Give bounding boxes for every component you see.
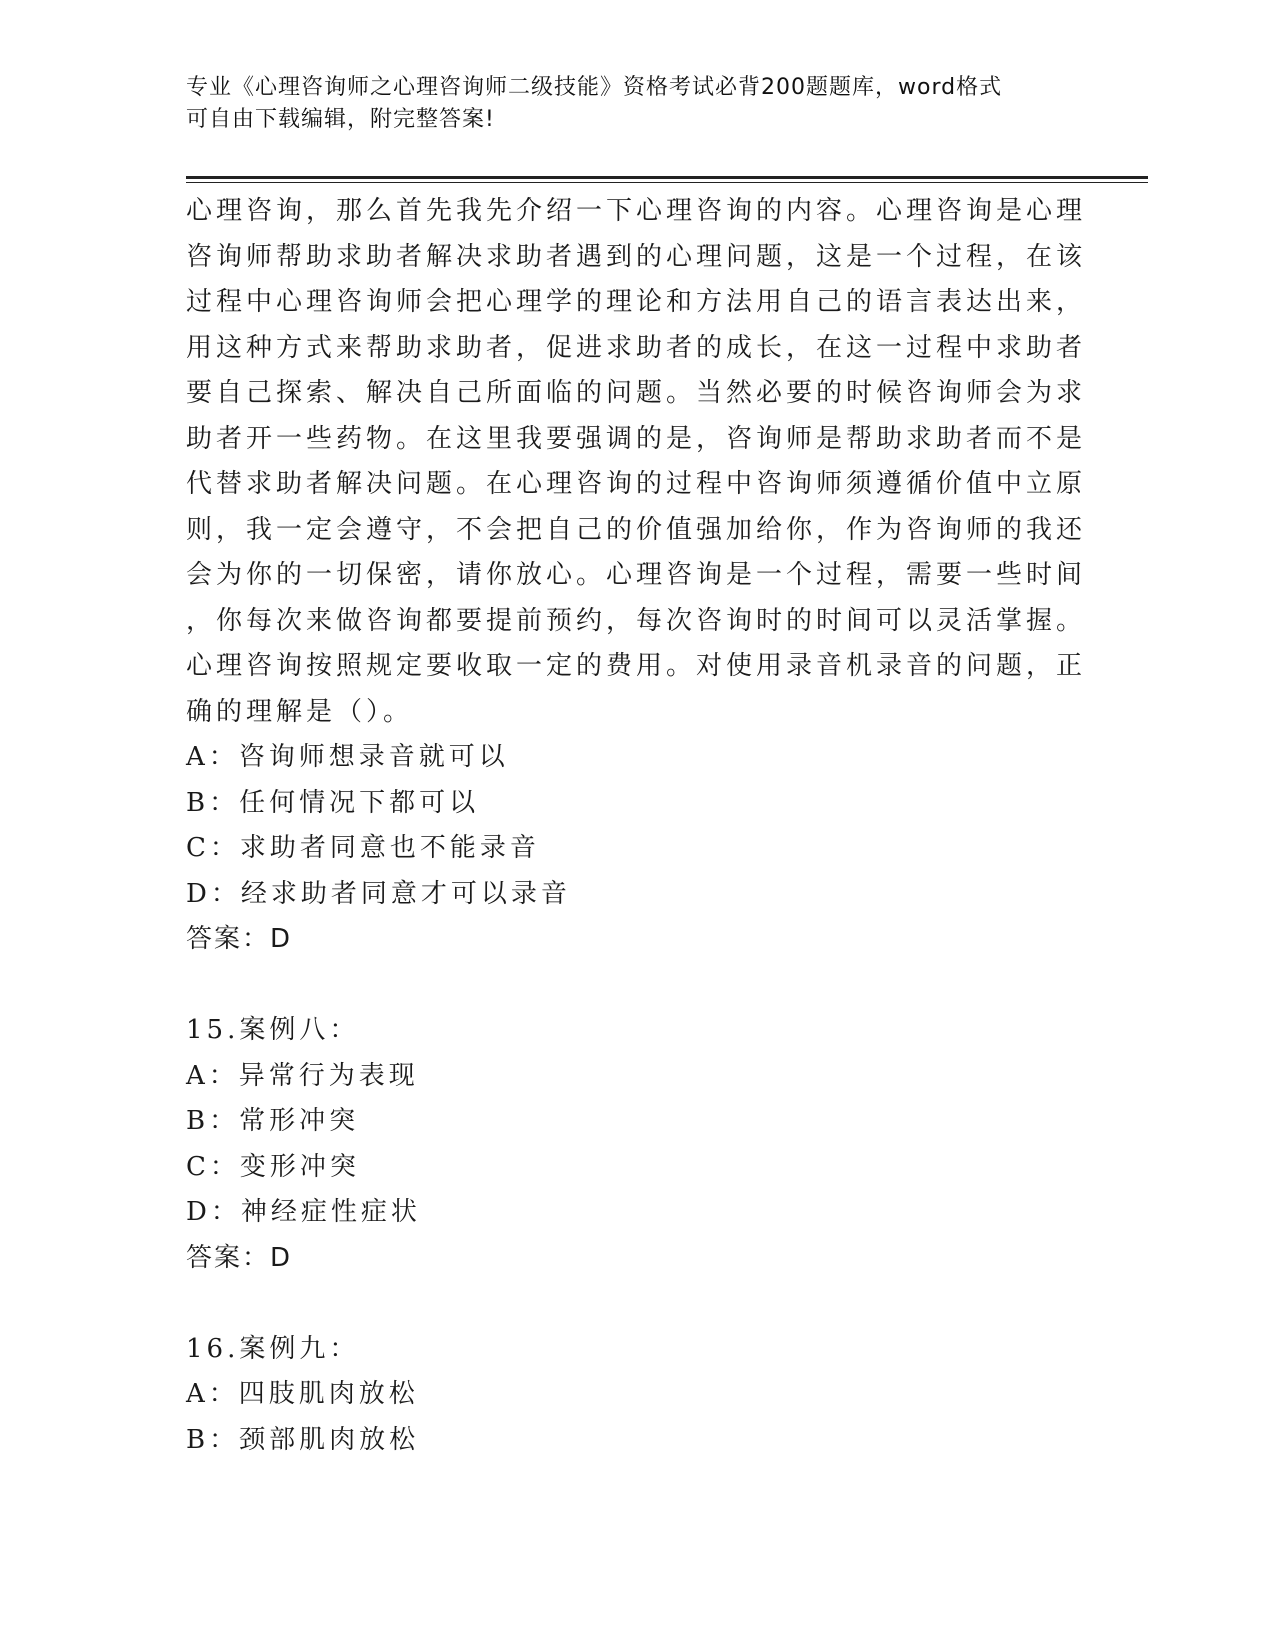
question-stem-line: 心理咨询，那么首先我先介绍一下心理咨询的内容。心理咨询是心理 (186, 196, 1087, 226)
question-title: 16.案例九： (186, 1333, 360, 1364)
spacer (186, 1281, 1086, 1327)
question-stem-line: 代替求助者解决问题。在心理咨询的过程中咨询师须遵循价值中立原 (186, 469, 1087, 499)
spacer (186, 963, 1086, 1009)
question-stem-line: 要自己探索、解决自己所面临的问题。当然必要的时候咨询师会为求 (186, 378, 1087, 408)
header-divider-thick (186, 176, 1148, 179)
option-c: C：求助者同意也不能录音 (186, 833, 540, 863)
answer-line: 答案：D (186, 924, 293, 954)
header-title-line-2: 可自由下载编辑，附完整答案! (186, 107, 495, 132)
question-15 (186, 1008, 1086, 1281)
question-14 (186, 189, 1086, 963)
option-a: A：异常行为表现 (186, 1060, 419, 1091)
option-b: B：常形冲突 (186, 1106, 360, 1136)
option-b: B：颈部肌肉放松 (186, 1424, 420, 1455)
question-stem-line: 过程中心理咨询师会把心理学的理论和方法用自己的语言表达出来， (186, 287, 1087, 317)
answer-line: 答案：D (186, 1242, 293, 1273)
question-stem-line: 咨询师帮助求助者解决求助者遇到的心理问题，这是一个过程，在该 (186, 241, 1087, 272)
question-stem-line: 会为你的一切保密，请你放心。心理咨询是一个过程，需要一些时间 (186, 560, 1087, 590)
option-a: A：咨询师想录音就可以 (186, 742, 509, 772)
question-stem-line: 确的理解是（）。 (186, 696, 414, 727)
header-title-line-1: 专业《心理咨询师之心理咨询师二级技能》资格考试必背200题题库，word格式 (186, 75, 1003, 100)
option-a: A：四肢肌肉放松 (186, 1379, 419, 1409)
question-16 (186, 1327, 1086, 1464)
option-d: D：神经症性症状 (186, 1197, 421, 1227)
document-header (186, 72, 1066, 136)
question-stem-line: 用这种方式来帮助求助者，促进求助者的成长，在这一过程中求助者 (186, 332, 1087, 363)
option-b: B：任何情况下都可以 (186, 787, 480, 818)
header-divider-thin (186, 182, 1148, 183)
document-body (186, 189, 1086, 1463)
question-stem-line: 心理咨询按照规定要收取一定的费用。对使用录音机录音的问题，正 (186, 651, 1087, 681)
option-c: C：变形冲突 (186, 1151, 360, 1182)
option-d: D：经求助者同意才可以录音 (186, 878, 571, 909)
question-stem-line: ，你每次来做咨询都要提前预约，每次咨询时的时间可以灵活掌握。 (186, 605, 1087, 636)
question-stem-line: 助者开一些药物。在这里我要强调的是，咨询师是帮助求助者而不是 (186, 423, 1087, 454)
question-stem-line: 则，我一定会遵守，不会把自己的价值强加给你，作为咨询师的我还 (186, 514, 1087, 545)
question-title: 15.案例八： (186, 1015, 360, 1045)
